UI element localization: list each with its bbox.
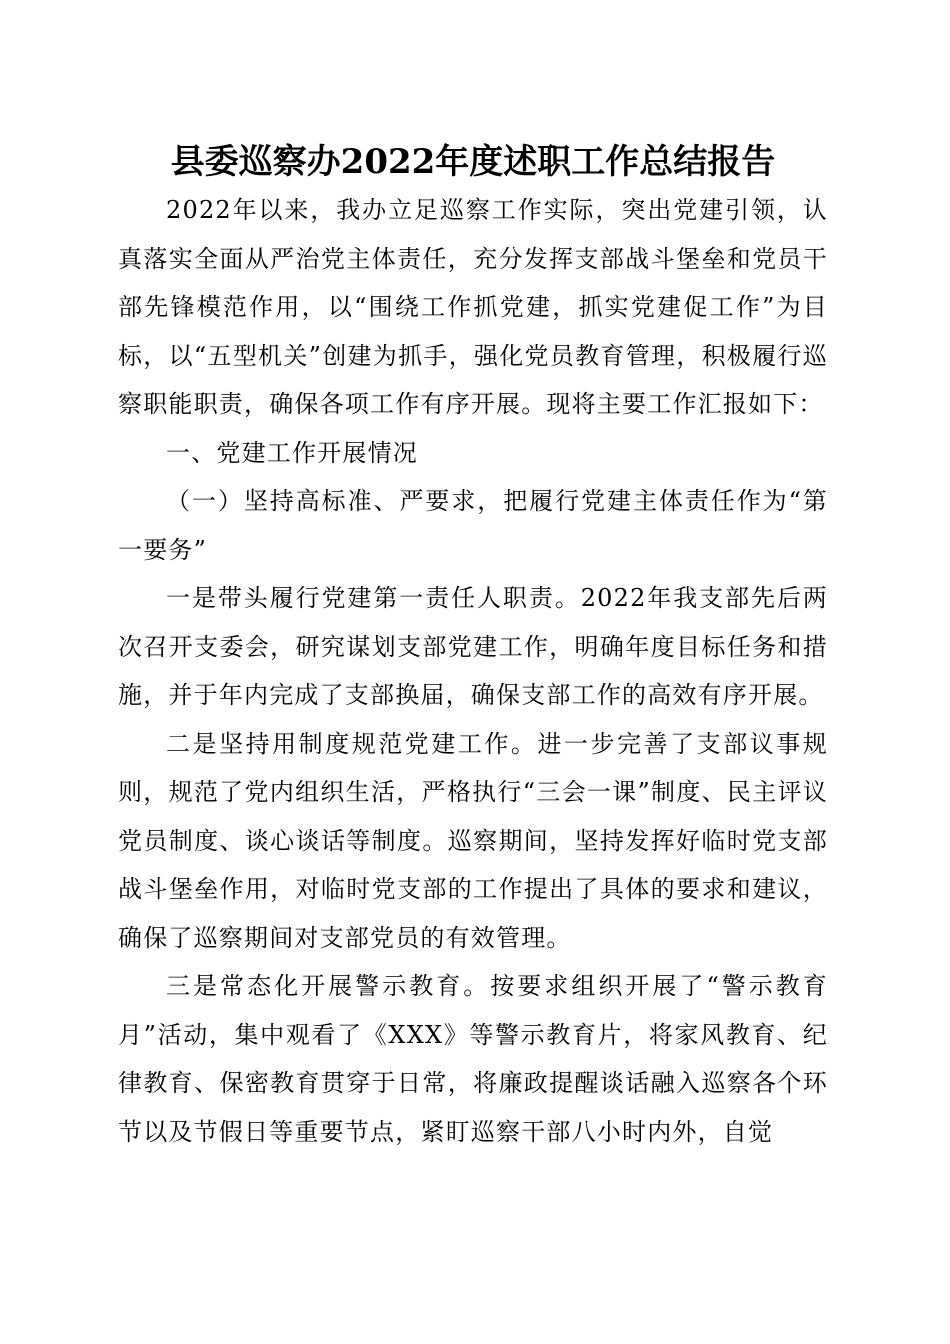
item-lead: 三是常态化开展警示教育。	[166, 972, 491, 1000]
item-paragraph-1	[118, 574, 828, 720]
section-heading: 一、党建工作开展情况	[166, 438, 418, 467]
item-paragraph-2	[118, 720, 828, 963]
item-lead: 一是带头履行党建第一责任人职责。	[166, 584, 581, 612]
document-page	[118, 140, 828, 1156]
item-body: 按要求组织开展了“警示教育月”活动，集中观看了《XXX》等警示教育片，将家风教育、纪律教育、保密教育贯穿于日常，将廉政提醒谈话融入巡察各个环节以及节假日等重要节点，紧盯巡察干部八小时内外，自觉	[118, 972, 828, 1146]
item-lead: 二是坚持用制度规范党建工作。	[166, 729, 538, 758]
document-title: 县委巡察办2022年度述职工作总结报告	[170, 142, 776, 182]
subsection-heading: （一）坚持高标准、严要求，把履行党建主体责任作为“第一要务”	[118, 487, 828, 564]
item-body: 进一步完善了支部议事规则，规范了党内组织生活，严格执行“三会一课”制度、民主评议党员制度、谈心谈话等制度。巡察期间，坚持发挥好临时党支部战斗堡垒作用，对临时党支部的工作提出了具体的要求和建议，确保了巡察期间对支部党员的有效管理。	[118, 729, 828, 952]
item-body: 2022年我支部先后两次召开支委会，研究谋划支部党建工作，明确年度目标任务和措施，并于年内完成了支部换届，确保支部工作的高效有序开展。	[118, 584, 829, 709]
item-paragraph-3	[118, 962, 828, 1156]
intro-paragraph: 2022年以来，我办立足巡察工作实际，突出党建引领，认真落实全面从严治党主体责任，充分发挥支部战斗堡垒和党员干部先锋模范作用，以“围绕工作抓党建，抓实党建促工作”为目标，以“五型机关”创建为抓手，强化党员教育管理，积极履行巡察职能职责，确保各项工作有序开展。现将主要工作汇报如下：	[118, 196, 828, 418]
